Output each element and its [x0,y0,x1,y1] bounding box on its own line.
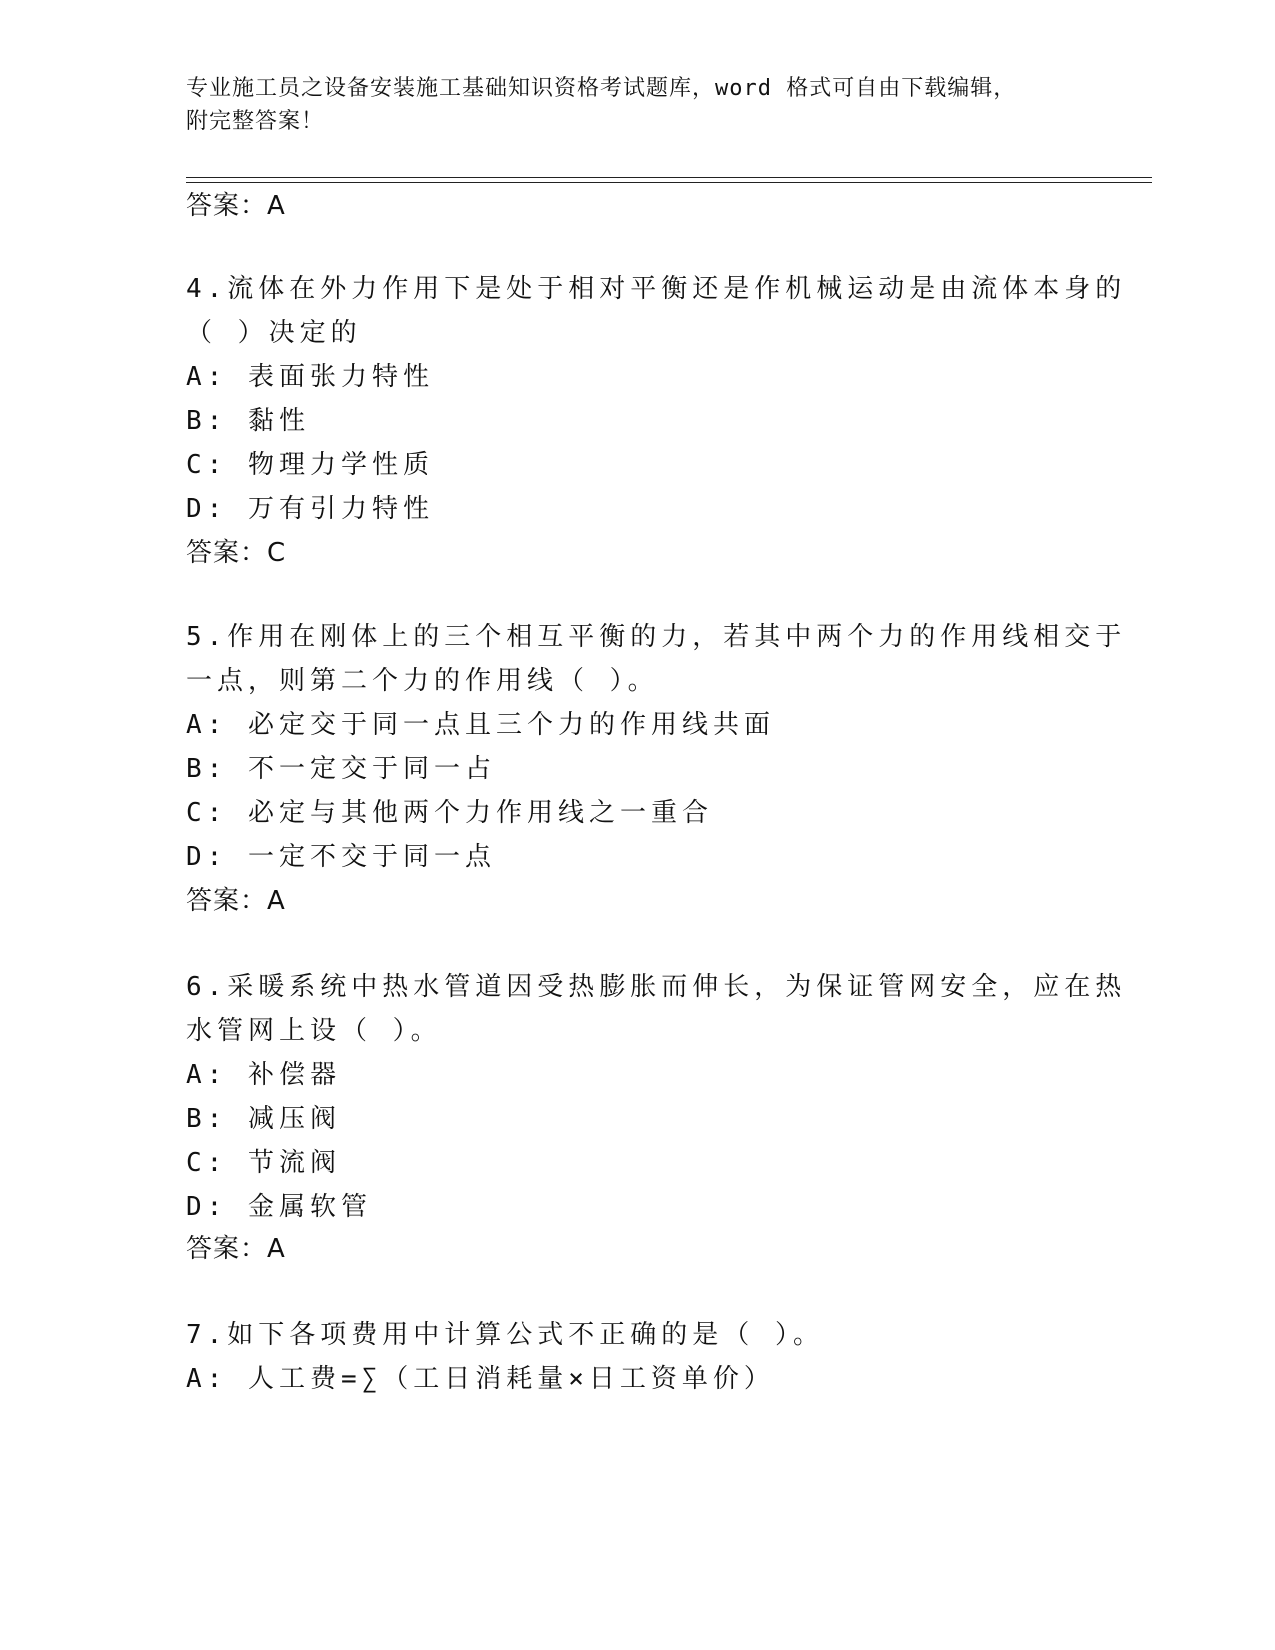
q7-option-a: A: 人工费=∑（工日消耗量×日工资单价） [186,1364,775,1394]
q4-option-c: C: 物理力学性质 [186,450,434,480]
q7-stem-line-1: 7.如下各项费用中计算公式不正确的是（ ）。 [186,1320,824,1350]
q6-option-c: C: 节流阀 [186,1148,341,1178]
q5-stem-line-1: 5.作用在刚体上的三个相互平衡的力，若其中两个力的作用线相交于 [186,622,1127,652]
q6-option-b: B: 减压阀 [186,1104,341,1134]
answer-q4: 答案：C [186,538,287,568]
answer-q6: 答案：A [186,1234,286,1264]
q4-stem-line-1: 4.流体在外力作用下是处于相对平衡还是作机械运动是由流体本身的 [186,274,1127,304]
document-header [186,72,1066,138]
q6-stem-line-1: 6.采暖系统中热水管道因受热膨胀而伸长，为保证管网安全，应在热 [186,972,1127,1002]
q4-option-a: A: 表面张力特性 [186,362,434,392]
answer-q5: 答案：A [186,886,286,916]
answer-q3: 答案：A [186,191,286,221]
q6-stem-line-2: 水管网上设（ ）。 [186,1016,442,1046]
q6-option-d: D: 金属软管 [186,1192,372,1222]
header-divider-bottom [186,182,1152,183]
q5-option-d: D: 一定不交于同一点 [186,842,496,872]
header-line-1: 专业施工员之设备安装施工基础知识资格考试题库，word 格式可自由下载编辑， [186,76,1017,101]
q4-option-b: B: 黏性 [186,406,310,436]
q5-option-c: C: 必定与其他两个力作用线之一重合 [186,798,713,828]
q4-stem-line-2: （ ）决定的 [186,318,362,348]
header-divider-top [186,177,1152,178]
q5-stem-line-2: 一点，则第二个力的作用线（ ）。 [186,666,659,696]
header-line-2: 附完整答案！ [186,109,325,134]
q5-option-b: B: 不一定交于同一占 [186,754,496,784]
q4-option-d: D: 万有引力特性 [186,494,434,524]
q6-option-a: A: 补偿器 [186,1060,341,1090]
q5-option-a: A: 必定交于同一点且三个力的作用线共面 [186,710,775,740]
